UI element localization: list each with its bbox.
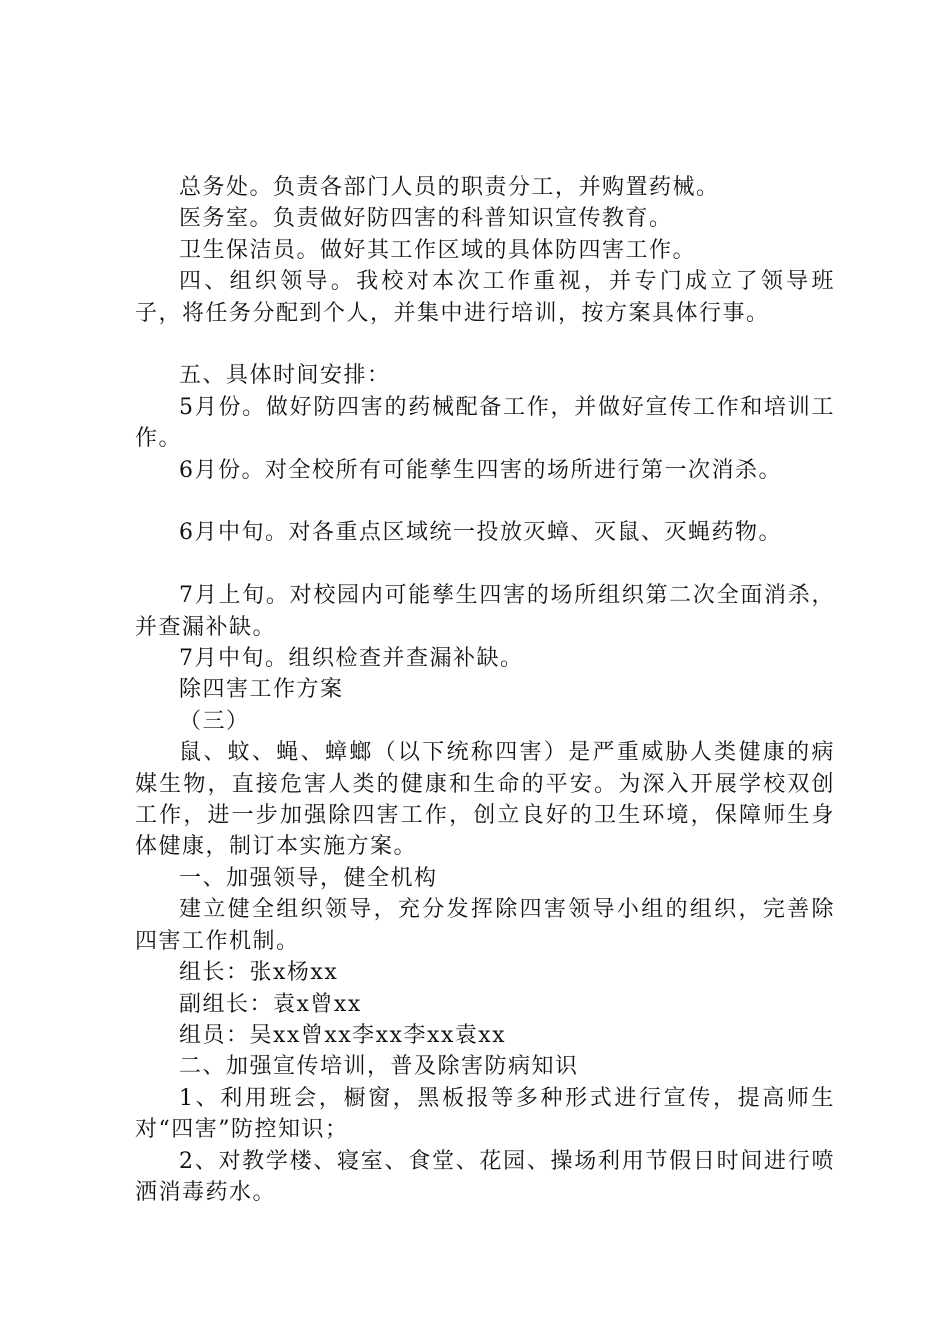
paragraph: 组长：张x杨xx [179, 960, 339, 986]
paragraph: 四、组织领导。我校对本次工作重视，并专门成立了领导班子，将任务分配到个人，并集中进行培训，按方案具体行事。 [135, 269, 835, 326]
paragraph: 2、对教学楼、寝室、食堂、花园、操场利用节假日时间进行喷洒消毒药水。 [135, 1148, 835, 1205]
paragraph: 卫生保洁员。做好其工作区域的具体防四害工作。 [179, 237, 697, 263]
paragraph: 1、利用班会，橱窗，黑板报等多种形式进行宣传，提高师生对“四害”防控知识； [135, 1085, 835, 1143]
document-body [135, 172, 835, 1208]
paragraph: 7月中旬。组织检查并查漏补缺。 [179, 646, 524, 672]
paragraph: 医务室。负责做好防四害的科普知识宣传教育。 [179, 206, 673, 232]
paragraph: 鼠、蚊、蝇、蟑螂（以下统称四害）是严重威胁人类健康的病媒生物，直接危害人类的健康和生命的平安。为深入开展学校双创工作，进一步加强除四害工作，创立良好的卫生环境，保障师生身体健康，制订本实施方案。 [135, 740, 835, 860]
section-title: 除四害工作方案 [179, 677, 344, 703]
paragraph: 副组长：袁x曾xx [179, 991, 362, 1017]
paragraph: 7月上旬。对校园内可能孳生四害的场所组织第二次全面消杀，并查漏补缺。 [135, 583, 835, 640]
paragraph: 组员：吴xx曾xx李xx李xx袁xx [179, 1022, 507, 1048]
paragraph: 6月份。对全校所有可能孳生四害的场所进行第一次消杀。 [179, 457, 782, 483]
paragraph: 建立健全组织领导，充分发挥除四害领导小组的组织，完善除四害工作机制。 [135, 897, 835, 954]
paragraph: 5月份。做好防四害的药械配备工作，并做好宣传工作和培训工作。 [135, 394, 835, 452]
paragraph: 总务处。负责各部门人员的职责分工，并购置药械。 [179, 175, 720, 200]
heading: 一、加强领导，健全机构 [179, 865, 438, 891]
paragraph: 五、具体时间安排： [179, 363, 391, 389]
section-number: （三） [179, 708, 250, 734]
heading: 二、加强宣传培训，普及除害防病知识 [179, 1054, 579, 1080]
paragraph: 6月中旬。对各重点区域统一投放灭蟑、灭鼠、灭蝇药物。 [179, 520, 782, 546]
